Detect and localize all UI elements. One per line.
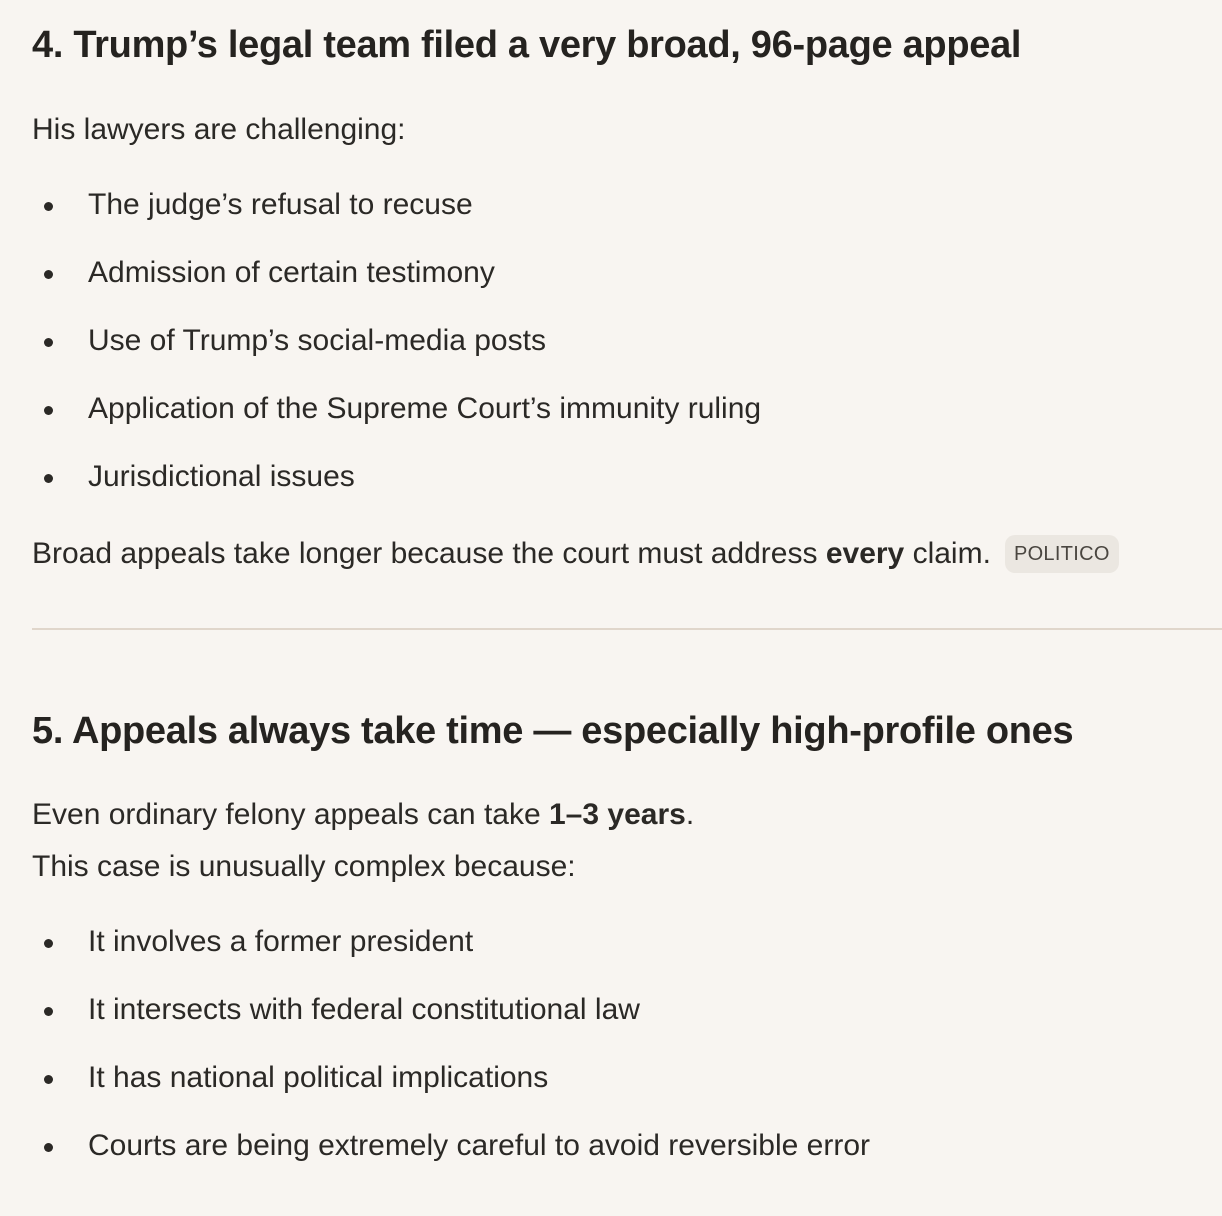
list-item [32,976,1222,1044]
intro-text-end: . [685,798,695,831]
list-item [32,908,1222,976]
list-item-text: It intersects with federal constitutional law [88,993,640,1026]
section-5-heading: 5. Appeals always take time — especially high-profile ones [32,710,1074,752]
section-4-conclusion [32,528,1119,580]
bullet-icon [44,1143,53,1152]
list-item-text: Application of the Supreme Court’s immunity ruling [88,392,762,425]
bullet-icon [44,474,53,483]
bullet-icon [44,202,53,211]
section-4-heading: 4. Trump’s legal team filed a very broad, 96-page appeal [32,24,1022,66]
list-item [32,1112,1222,1180]
bullet-icon [44,406,53,415]
intro-emphasis: 1–3 years [549,798,686,831]
source-citation-badge[interactable]: POLITICO [1005,535,1119,573]
list-item [32,375,1222,443]
section-4-bullet-list [32,171,1222,511]
section-5-bullet-list [32,908,1222,1180]
list-item-text: Use of Trump’s social-media posts [88,324,546,357]
bullet-icon [44,1007,53,1016]
list-item [32,307,1222,375]
list-item [32,1044,1222,1112]
list-item-text: It involves a former president [88,925,474,958]
intro-text-start: Even ordinary felony appeals can take [32,798,549,831]
section-divider [32,628,1222,630]
section-4-intro: His lawyers are challenging: [32,113,406,146]
list-item [32,443,1222,511]
section-5-intro [32,789,694,841]
list-item [32,171,1222,239]
conclusion-text-end: claim. [904,537,991,570]
list-item [32,239,1222,307]
bullet-icon [44,338,53,347]
list-item-text: The judge’s refusal to recuse [88,188,473,221]
list-item-text: Courts are being extremely careful to avoid reversible error [88,1129,871,1162]
conclusion-text-start: Broad appeals take longer because the court must address [32,537,826,570]
section-5-intro-second-line: This case is unusually complex because: [32,850,576,883]
list-item-text: It has national political implications [88,1061,549,1094]
bullet-icon [44,270,53,279]
bullet-icon [44,939,53,948]
list-item-text: Jurisdictional issues [88,460,355,493]
bullet-icon [44,1075,53,1084]
list-item-text: Admission of certain testimony [88,256,495,289]
conclusion-emphasis: every [825,537,905,570]
